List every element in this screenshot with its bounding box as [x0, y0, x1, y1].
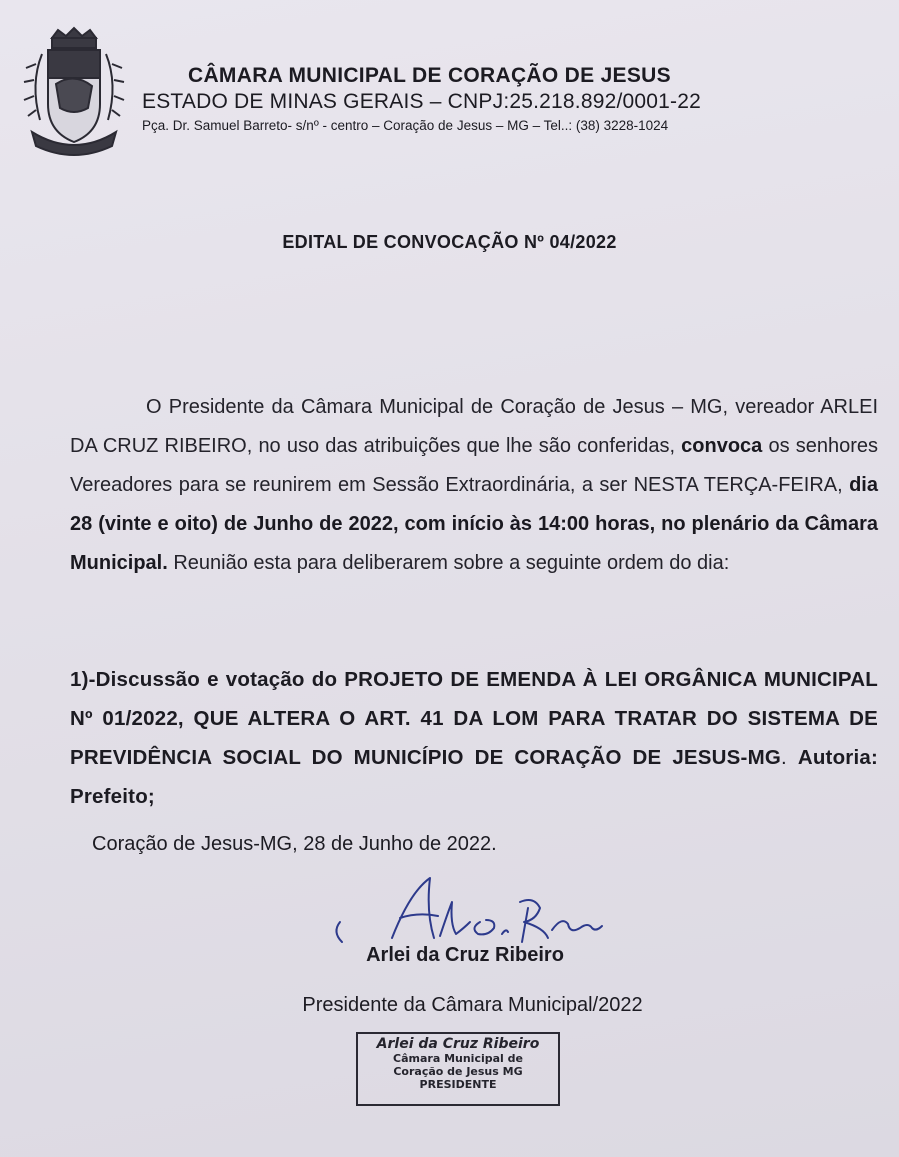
paragraph-bold-text: convoca: [681, 435, 763, 457]
agenda-item-separator: .: [781, 746, 798, 769]
agenda-item-author: Autoria: Prefeito;: [70, 746, 878, 808]
state-cnpj: ESTADO DE MINAS GERAIS – CNPJ:25.218.892/0001-22: [142, 90, 701, 113]
official-stamp: [356, 1032, 560, 1106]
document-title: EDITAL DE CONVOCAÇÃO Nº 04/2022: [282, 232, 617, 252]
letterhead: [138, 64, 838, 133]
stamp-line-city: Coração de Jesus MG: [393, 1065, 523, 1078]
municipal-coat-of-arms-icon: [22, 24, 126, 164]
stamp-line-role: PRESIDENTE: [419, 1078, 497, 1091]
signer-name: Arlei da Cruz Ribeiro: [366, 944, 564, 966]
date-line: Coração de Jesus-MG, 28 de Junho de 2022.: [92, 833, 497, 855]
convocation-paragraph: [70, 388, 878, 583]
paragraph-bold-text: dia 28 (vinte e oito) de Junho de 2022, com início às 14:00 horas, no plenário da Câmara Municipal.: [70, 474, 878, 574]
stamp-line-institution: Câmara Municipal de: [393, 1052, 523, 1065]
institution-name: CÂMARA MUNICIPAL DE CORAÇÃO DE JESUS: [188, 64, 671, 87]
paragraph-text: Reunião esta para deliberarem sobre a seguinte ordem do dia:: [167, 552, 730, 574]
address: Pça. Dr. Samuel Barreto- s/nº - centro – Coração de Jesus – MG – Tel..: (38) 3228-1024: [142, 118, 669, 133]
agenda-item: [70, 660, 878, 816]
paragraph-text: O Presidente da Câmara Municipal de Coração de Jesus – MG, vereador ARLEI DA CRUZ RIBEIRO, no uso das atribuições que lhe são conferidas,: [70, 396, 878, 457]
agenda-item-text: 1)-Discussão e votação do PROJETO DE EMENDA À LEI ORGÂNICA MUNICIPAL Nº 01/2022, QUE ALTERA O ART. 41 DA LOM PARA TRATAR DO SISTEMA DE PREVIDÊNCIA SOCIAL DO MUNICÍPIO DE CORAÇÃO DE JESUS-MG: [70, 668, 878, 769]
paragraph-text: os senhores Vereadores para se reunirem em Sessão Extraordinária, a ser NESTA TERÇA-FEIRA,: [70, 435, 878, 496]
stamp-name: Arlei da Cruz Ribeiro: [376, 1036, 540, 1052]
signer-role: Presidente da Câmara Municipal/2022: [302, 994, 643, 1016]
